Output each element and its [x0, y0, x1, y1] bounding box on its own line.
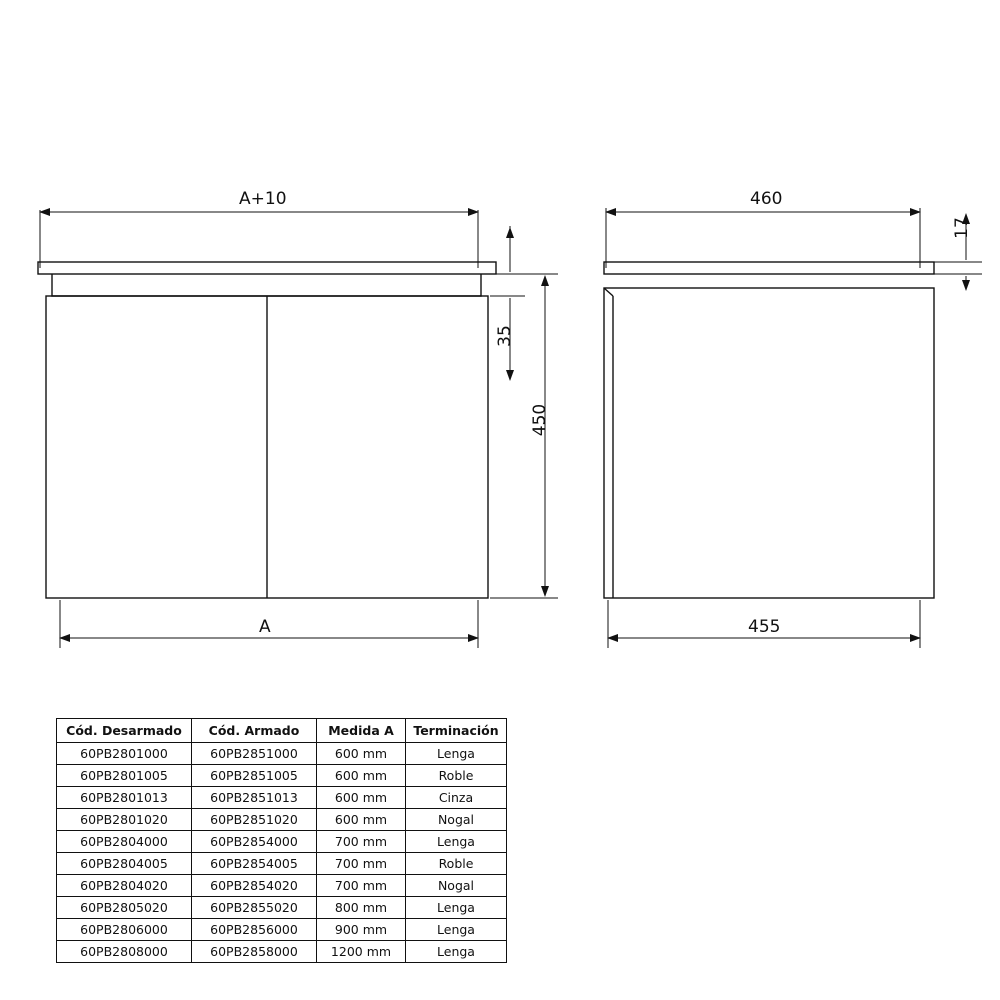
table-row	[57, 809, 507, 831]
side-top-dimension	[606, 208, 920, 268]
cell-cod-armado: 60PB2854000	[192, 831, 317, 853]
cell-cod-armado: 60PB2851020	[192, 809, 317, 831]
table-header-medida-a: Medida A	[317, 719, 406, 743]
cell-medida-a: 600 mm	[317, 765, 406, 787]
front-dimension-35-label: 35	[494, 325, 515, 347]
cell-cod-desarmado: 60PB2804020	[57, 875, 192, 897]
cell-terminacion: Roble	[406, 853, 507, 875]
table-header-cod-desarmado: Cód. Desarmado	[57, 719, 192, 743]
cell-cod-desarmado: 60PB2806000	[57, 919, 192, 941]
cell-medida-a: 1200 mm	[317, 941, 406, 963]
cell-terminacion: Nogal	[406, 875, 507, 897]
front-dimension-450-label: 450	[530, 403, 551, 437]
cell-cod-armado: 60PB2851005	[192, 765, 317, 787]
front-view-geometry	[38, 262, 496, 598]
cell-cod-desarmado: 60PB2801013	[57, 787, 192, 809]
cell-terminacion: Roble	[406, 765, 507, 787]
cell-cod-desarmado: 60PB2804005	[57, 853, 192, 875]
side-dimension-17-label: 17	[951, 217, 972, 239]
table-row	[57, 743, 507, 765]
cell-cod-desarmado: 60PB2801005	[57, 765, 192, 787]
side-view-geometry	[604, 262, 934, 598]
table-row	[57, 897, 507, 919]
cell-cod-armado: 60PB2855020	[192, 897, 317, 919]
table-header-cod-armado: Cód. Armado	[192, 719, 317, 743]
product-codes-table	[56, 718, 507, 963]
cell-terminacion: Lenga	[406, 941, 507, 963]
cell-cod-desarmado: 60PB2801000	[57, 743, 192, 765]
cell-terminacion: Lenga	[406, 919, 507, 941]
table-row	[57, 853, 507, 875]
cell-medida-a: 700 mm	[317, 853, 406, 875]
table-row	[57, 831, 507, 853]
front-top-dimension	[40, 210, 478, 268]
table-row	[57, 941, 507, 963]
side-bottom-dimension-label: 455	[748, 617, 781, 637]
table-row	[57, 875, 507, 897]
table-row	[57, 765, 507, 787]
cell-cod-desarmado: 60PB2804000	[57, 831, 192, 853]
cell-cod-armado: 60PB2851013	[192, 787, 317, 809]
cell-cod-desarmado: 60PB2808000	[57, 941, 192, 963]
cell-medida-a: 700 mm	[317, 831, 406, 853]
cell-terminacion: Nogal	[406, 809, 507, 831]
cell-medida-a: 700 mm	[317, 875, 406, 897]
front-bottom-dimension-label: A	[259, 617, 271, 637]
cell-cod-desarmado: 60PB2805020	[57, 897, 192, 919]
table-header-terminacion: Terminación	[406, 719, 507, 743]
cell-medida-a: 600 mm	[317, 809, 406, 831]
front-top-dimension-label: A+10	[239, 189, 287, 209]
cell-cod-armado: 60PB2854005	[192, 853, 317, 875]
table-header-row	[57, 719, 507, 743]
cell-cod-armado: 60PB2851000	[192, 743, 317, 765]
cell-cod-armado: 60PB2858000	[192, 941, 317, 963]
cell-terminacion: Cinza	[406, 787, 507, 809]
cell-medida-a: 600 mm	[317, 743, 406, 765]
cell-medida-a: 600 mm	[317, 787, 406, 809]
cell-cod-desarmado: 60PB2801020	[57, 809, 192, 831]
cell-cod-armado: 60PB2856000	[192, 919, 317, 941]
side-top-dimension-label: 460	[750, 189, 783, 209]
cell-medida-a: 900 mm	[317, 919, 406, 941]
front-right-dimension-35	[490, 226, 525, 380]
cell-cod-armado: 60PB2854020	[192, 875, 317, 897]
table-row	[57, 787, 507, 809]
cell-medida-a: 800 mm	[317, 897, 406, 919]
table-row	[57, 919, 507, 941]
cell-terminacion: Lenga	[406, 897, 507, 919]
cell-terminacion: Lenga	[406, 831, 507, 853]
cell-terminacion: Lenga	[406, 743, 507, 765]
